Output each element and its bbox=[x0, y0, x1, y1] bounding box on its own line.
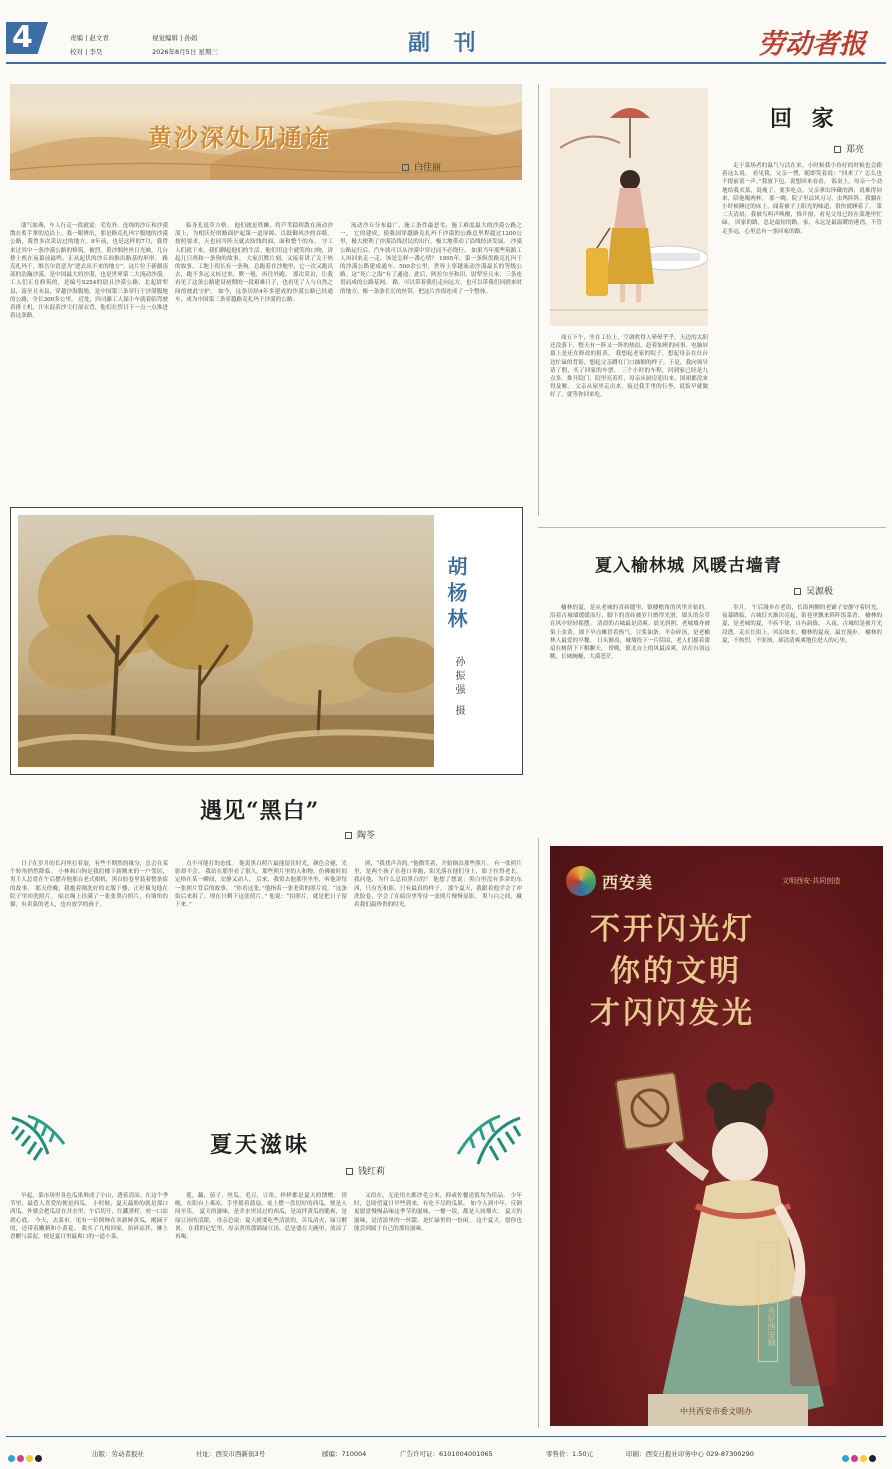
section-title: 副 刊 bbox=[408, 30, 484, 56]
article3-col2: 岁月。 午后漫步在老街，长街两侧的老铺子安静守着时光。 夜幕降临，古城灯火渐次亮起，街巷里飘来阵阵饭菜香。 榆林的夏，是老城的夏，不疾不徐，自有韵致。 入夜，古城似是被月光浸透，走在长街上，风凉如水，榆林的夏夜，最宜漫步。 榆林的夏，不热烈，不张扬，却清清爽爽地住进人的心里。 bbox=[722, 605, 882, 644]
cyan-dot-icon bbox=[8, 1455, 15, 1462]
palm-leaf-decoration-right bbox=[440, 1114, 524, 1186]
cyan-dot-icon bbox=[842, 1455, 849, 1462]
poplar-forest-photo bbox=[18, 515, 434, 767]
article2-title: 回 家 bbox=[770, 106, 840, 132]
article1-col1: 蒲气如燕，车人行走一段就觉：毛宵外，连绵的沙丘和沙漠散在炙手掌的边沿上。我一眼辨出，那是路克扎玛宇腹地的沙漠公路，我曾多次采访过的地方。8年前，也是这样的7月，我曾来过其中一条沙漠公路的修筑。被烈，黄沙烟丝丝日光映，几台排土机在夜幕前最鸣，正从起伏的沙丘间推出路基的形形。 路克扎玛千，维吾尔语意为“进去出不来的地方”。这片位于新疆南部的浩瀚沙漠，是中国最大的沙漠，也是世界第二大流动沙漠。工人们正在修筑的，是编号S254的尉且沙漠公路，北起尉犁县，南至且末县，穿越沙海腹地，是中国第三条穿行于沙漠腹地的公路，全长300多公里。 近处，四司藤工人保小车就着临驾驶着排土机，汗水混着沙尘打湿衣背，他们在烈日下一点一点推进着这条路。 bbox=[10, 223, 168, 320]
article4-col2: 点不可能打的态度。 他说黑白照片最能留住时光，颜色会褪，光影却不会。 我站在那里看了很久，那些照片里的人和物，仿佛被时间定格在某一瞬间，安静又动人。 后来，我常去他那里坐坐，听他讲每一张照片背后的故事。 “你看这张，”他指着一张老街的照片说，“这条街后来拆了，现在只剩下这张照片。” 他说：“拍照片，就是把日子留下来。” bbox=[175, 861, 347, 909]
article1-col3: 流动沙丘分布最广、施工条件最恶劣、施工难度最大的沙漠公路之一。 它的建成，使我国穿越路克扎玛千沙漠的公路总里程超过1200公里，极大便利了沙漠沿线居民的出行，极大地带动了沿线经济发展。 沙漠公路运行后，汽车就可以从沙漠中穿过而不必绕行。 如果当年那些筑路工人再回来走一走，该是怎样一番心情？ 1995年，第一条纵贯路克扎玛千的沙漠公路建成通车。500余公里，世界上穿越流动沙漠最长的等级公路。这“死亡之海”有了通途，此后，阿拉尔至和田、尉犁至且末，三条连贯而成的公路基网。 路，可以带着我们走向远方，也可以带我们回到来时的地方。像一条条长长的丝带，把这片沙海连成了一个整体。 bbox=[340, 223, 522, 295]
palm-leaf-icon bbox=[440, 1114, 524, 1186]
article1-author: 白佳丽 bbox=[414, 163, 442, 173]
yellow-dot-icon bbox=[26, 1455, 33, 1462]
black-dot-icon bbox=[869, 1455, 876, 1462]
footer-ad-license: 广告许可证：6101004001065 bbox=[400, 1450, 493, 1458]
header-rule bbox=[6, 62, 886, 64]
palm-leaf-decoration-left bbox=[8, 1114, 72, 1172]
article4-col3: 照，“我找声音的。”他微笑着，开始倒出那些照片。 有一张照片里，是两个孩子在巷口奔跑，阳光落在他们身上，影子拉得老长。 我问他，为什么总拍黑白的？ 他想了想说：黑白里没有多余的东西，只有光和影，只有最真的样子。 那个夏天，我跟着他学会了冲洗胶卷，学会了在暗房里等待一张照片慢慢显影。 黑与白之间，藏着我们最珍贵的时光。 bbox=[354, 861, 522, 909]
photo-title: 胡杨林 bbox=[444, 556, 468, 634]
poster-vertical-banner: 文明你我他 美好西安城 bbox=[758, 1242, 778, 1362]
date-line: 2026年8月5日 星期三 bbox=[152, 48, 218, 56]
article4-byline bbox=[345, 828, 375, 841]
checker-line: 校对 | 李昊 bbox=[70, 48, 103, 56]
magenta-dot-icon bbox=[851, 1455, 858, 1462]
palm-leaf-icon bbox=[8, 1114, 72, 1172]
footer-address: 社址：西安市西新街3号 bbox=[196, 1450, 266, 1458]
poster-logo-icon bbox=[566, 866, 596, 896]
article2-col1: 周五下午，坐在工位上，空调吹得人晕晕乎乎。天边的太阳还没落下，整天有一阵又一阵的热浪，赶着加班的同事，电脑屏幕上是还在修改的报表。 我想起老家的院子，想起母亲在灶台边忙碌的背影，想起父亲蹲在门口抽烟的样子。于是，我向领导请了假，买了回家的车票。 三个小时的车程，回到家已经是九点多。推开院门，院里亮着灯，母亲从厨房迎出来，围裙都没来得及解。 父亲从屋里走出来，接过我手里的行李，说饭早就做好了，就等你回来吃。 bbox=[550, 335, 708, 399]
yellow-dot-icon bbox=[860, 1455, 867, 1462]
poster-brand: 西安美 bbox=[602, 873, 654, 892]
footer-publisher: 出版：劳动者报社 bbox=[92, 1450, 144, 1458]
footer-postcode: 邮编：710004 bbox=[322, 1450, 367, 1458]
masthead: 劳动者报 bbox=[758, 29, 866, 60]
article4-col1: 日子在岁月的长河里打着旋，有些不期然的缘分，总会在某个转角悄然降临。 小林和白狗是我们楼下新搬来的一户邻居，男主人总爱在午后摆弄他那台老式相机，黑白胶卷里装着整条街的故事。 那天傍晚，我抱着刚洗好的衣服下楼，正好撞见他在院子里冲洗照片。 晾衣绳上挂满了一张张黑白照片，有墙角的猫，有卖菜的老人，也有放学的孩子。 bbox=[10, 861, 168, 909]
footer-color-dots-left bbox=[8, 1447, 44, 1466]
divider-article3-top bbox=[538, 527, 886, 528]
poster-footer: 中共西安市委文明办 bbox=[680, 1407, 752, 1416]
divider-bottom-mid bbox=[538, 838, 539, 1428]
magenta-dot-icon bbox=[17, 1455, 24, 1462]
article2-author: 郑亮 bbox=[846, 145, 865, 155]
article2-byline bbox=[834, 142, 864, 155]
girl-with-suitcase-illustration bbox=[550, 88, 708, 326]
article3-byline bbox=[794, 584, 833, 597]
article3-author: 吴源极 bbox=[806, 587, 834, 597]
poster-headline-3: 才闪闪发光 bbox=[590, 996, 755, 1031]
photo-credit: 孙振强 摄 bbox=[453, 656, 464, 720]
article5-author: 钱红莉 bbox=[358, 1167, 386, 1177]
article1-col2: 临身孔退草方格。 他们就是铁狮，将芦苇稳挥散在流动沙漠上，为相沃好的路面护起第一道屏障，以抵御风沙的吞噬。 按照要求，天也同当阵天就去防线的面，面和整个的布。 守工人们就下来，我们聊起他们的生活。他们用这个就笑的口吻，讲起几只鸡和一条狗的故事。 大家沉默片刻，又接着讲了关于妈的故事。工地上很长有一条狗，总跑着在沙地里，它一次又跑出去，跑不多远又转过来，默一般，再往外跑。 那次采访，让我看见了这条公路建设初期的一段艰难日子，也看见了人与自然之间的彼此守护。 如今，这条历经4年多建成的沙漠公路已经通车，成为中国第三条穿越路克扎玛千沙漠的公路。 bbox=[175, 223, 333, 303]
article5-col3: 又似在，无论用夫都沙毛立米，抑或佐餐送饭均为佳品。 少年时，总盼望夏日早些到来，有吃不尽的瓜果。 如今人到中年，反倒更愿意慢慢品味这季节的滋味，一餐一饭，都是人间烟火。 夏天的滋味，是清淡里的一丝甜，是忙碌里的一份闲。 这个夏天，愿你也能尝到属于自己的那份滋味。 bbox=[354, 1193, 522, 1232]
article4-author: 陶苓 bbox=[357, 831, 376, 841]
footer-printer: 印刷：西安日报社印务中心 029-87300290 bbox=[626, 1450, 754, 1458]
civility-poster bbox=[550, 846, 883, 1426]
poster-tagline: 文明西安·共同创造 bbox=[782, 877, 841, 885]
black-dot-icon bbox=[35, 1455, 42, 1462]
divider-top-mid bbox=[538, 84, 539, 516]
footer-rule bbox=[6, 1436, 886, 1437]
article5-byline bbox=[346, 1164, 385, 1177]
article1-byline bbox=[402, 160, 441, 173]
article3-col1: 榆林的夏，是从老城的青砖缝里、镇楼檐角的风里开始的。 沿着古城墙缓缓而行，脚下的青砖被岁月磨得光滑，墙头的杂草在风中轻轻摇摆。 清晨的古城最是清爽。晨光斜照，老城墙身被染上金黄，墙下早点摊冒着热气，豆浆油条、羊杂碎汤，是老榆林人最爱的早餐。 日头渐高，城墙投下一片阴凉，老人们摇着蒲扇在树荫下下棋聊天。 傍晚，镇北台上的风最凉爽，站在台顶远眺，长城蜿蜒，大漠苍茫。 bbox=[550, 605, 710, 661]
article4-title: 遇见“黑白” bbox=[200, 798, 320, 824]
article5-title: 夏天滋味 bbox=[210, 1132, 311, 1158]
editor-line: 责编 | 赵文青 bbox=[70, 34, 109, 42]
footer-price: 零售价：1.50元 bbox=[546, 1450, 593, 1458]
article3-title: 夏入榆林城 风暖古墙青 bbox=[595, 556, 782, 576]
footer-color-dots-right bbox=[842, 1447, 878, 1466]
article5-col1: 早起，菜市场里各色瓜果堆成了小山，透着清凉。在这个季节里，最惹人喜爱的便是西瓜。 小时候，夏天最盼的就是那口西瓜，外婆会把瓜浸在井水里，午后切开，红瓤黑籽，咬一口凉到心底。 今天，去菜市，见有一位阿婶在卖新鲜黄瓜，刚摘下的，还带着嫩刺和小黄花。 我买了几根回家，拍碎凉拌，淋上香醋与蒜泥，便是夏日里最爽口的一道小菜。 bbox=[10, 1193, 168, 1241]
desert-poplar-trees bbox=[18, 515, 434, 767]
poster-headline-2: 你的文明 bbox=[610, 954, 742, 989]
page-number: 4 bbox=[12, 20, 34, 55]
tang-lady-figurine bbox=[610, 1056, 870, 1426]
article1-title: 黄沙深处见通途 bbox=[148, 123, 330, 152]
poster-headline-1: 不开闪光灯 bbox=[590, 912, 755, 947]
visual-editor-line: 视觉编辑 | 孙娟 bbox=[152, 34, 198, 42]
article2-col2: 走于菜场者的温气与活在来。小时候我小待好的时候也会跟着这么说。 看见我，父亲一愣，随即笑着说：“回来了？怎么也不提前说一声。”我放下包，说想回来看看。 饭桌上，母亲一个劲地给我夹菜，说瘦了，要多吃点。父亲拿出珍藏的酒，说难得回来，陪他喝两杯。 那一晚，院子里凉风习习，虫鸣阵阵。我躺在小时候睡过的床上，闻着被子上阳光的味道，很快就睡着了。 第二天清晨，我被鸟叫声唤醒，推开窗，看见父母已经在菜地里忙碌。 回家的路，总是最短的路。家，永远是最温暖的港湾。不管走多远，心里总有一条回家的路。 bbox=[722, 163, 882, 235]
article5-col2: 莲，藕，茄子，丝瓜，毛豆，豆角，样样都是夏天的馈赠。 傍晚，在阳台上乘凉，手里摇着蒲扇，桌上摆一盘切好的西瓜，便是人间至乐。 夏天的滋味，是井水里浸过的西瓜，是凉拌黄瓜的脆爽，是绿豆汤的清甜。 母亲总说：夏天就要吃些清淡的，苦瓜清火，绿豆解暑。 在我的记忆里，母亲煮的那锅绿豆汤，总是盛在大碗里，放凉了再喝。 bbox=[175, 1193, 347, 1241]
homecoming-illustration bbox=[550, 88, 708, 326]
